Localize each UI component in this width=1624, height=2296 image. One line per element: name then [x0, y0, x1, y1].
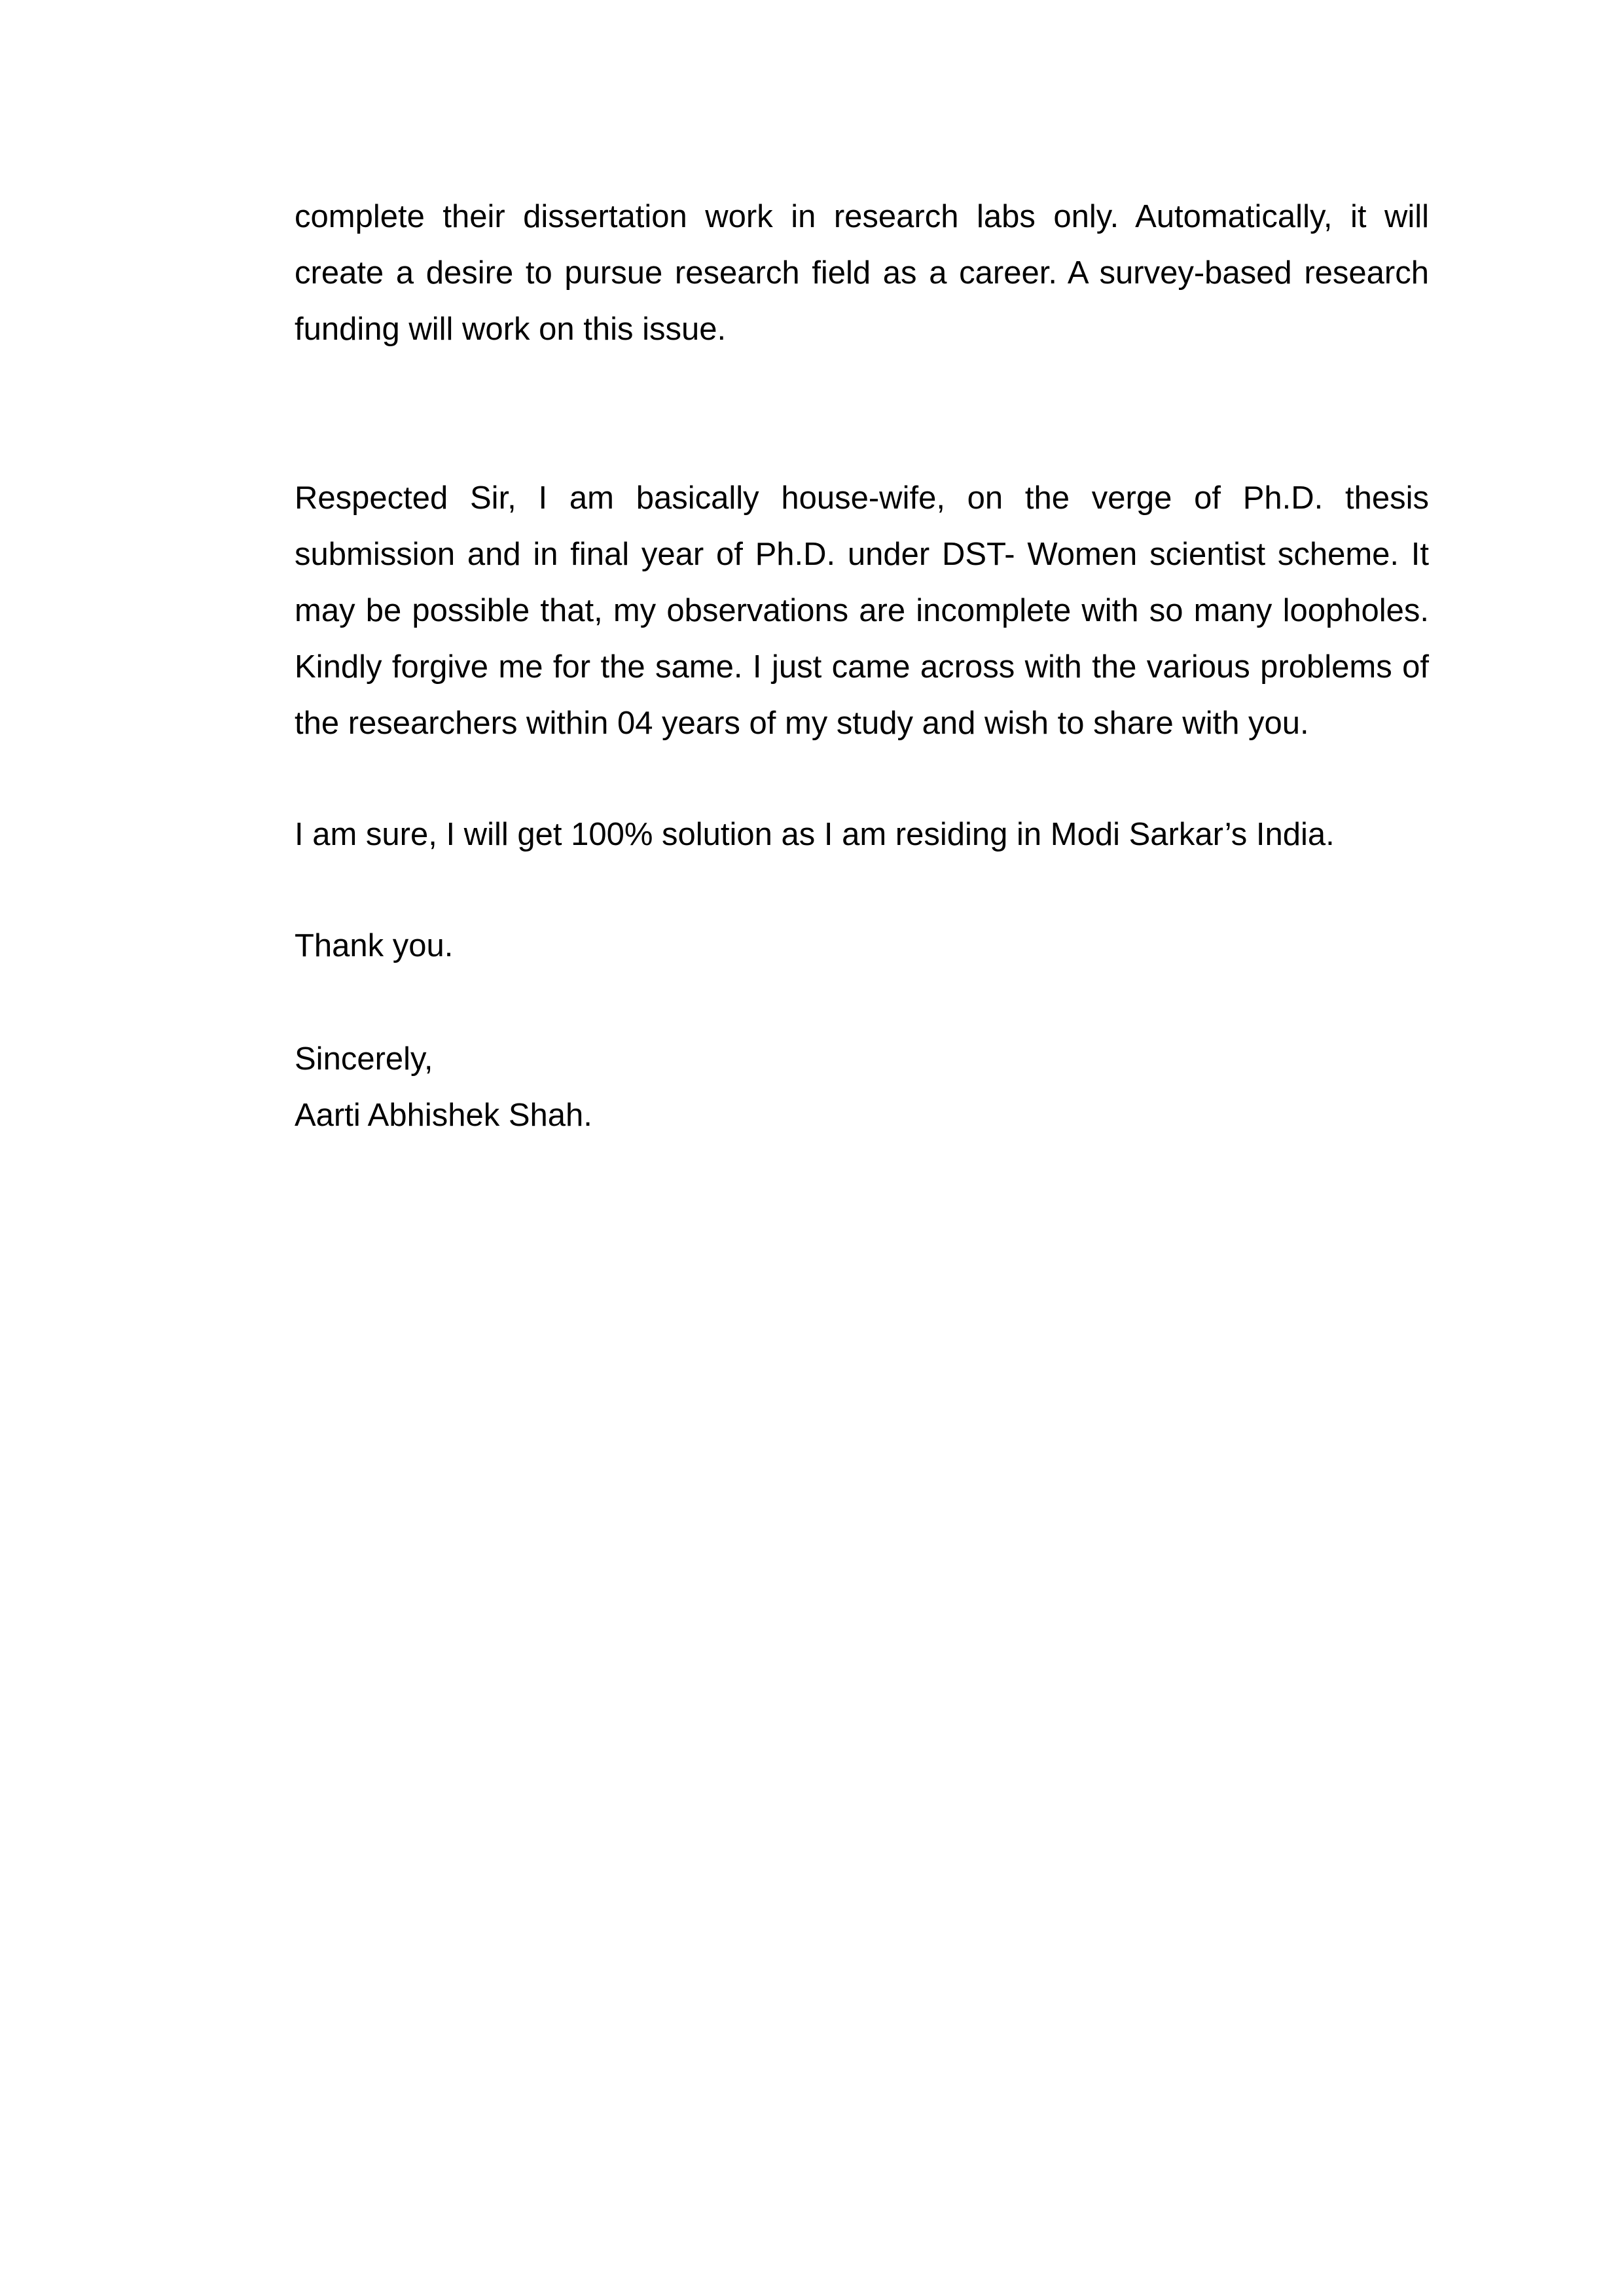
- paragraph-line: may be possible that, my observations are incomplete with so many loopholes.: [295, 593, 1429, 628]
- paragraph-line: Kindly forgive me for the same. I just came across with the various problems of: [295, 649, 1429, 685]
- thank-you-text: Thank you.: [295, 928, 454, 963]
- solution-paragraph: [295, 806, 1429, 863]
- thank-you-paragraph: [295, 918, 1429, 974]
- closing-block: [295, 1031, 1429, 1143]
- paragraph-line: submission and in final year of Ph.D. under DST- Women scientist scheme. It: [295, 537, 1429, 572]
- continuation-paragraph: [295, 188, 1429, 357]
- paragraph-line: complete their dissertation work in research labs only. Automatically, it will: [295, 199, 1429, 234]
- closing-salutation: Sincerely,: [295, 1041, 433, 1077]
- paragraph-line: I am sure, I will get 100% solution as I am residing in Modi Sarkar’s India.: [295, 817, 1335, 852]
- paragraph-line: create a desire to pursue research field as a career. A survey-based research: [295, 255, 1429, 291]
- signature-name: Aarti Abhishek Shah.: [295, 1098, 592, 1133]
- paragraph-line: Respected Sir, I am basically house-wife, on the verge of Ph.D. thesis: [295, 480, 1429, 516]
- paragraph-line: funding will work on this issue.: [295, 312, 727, 347]
- respected-sir-paragraph: [295, 470, 1429, 751]
- paragraph-line: the researchers within 04 years of my study and wish to share with you.: [295, 706, 1309, 741]
